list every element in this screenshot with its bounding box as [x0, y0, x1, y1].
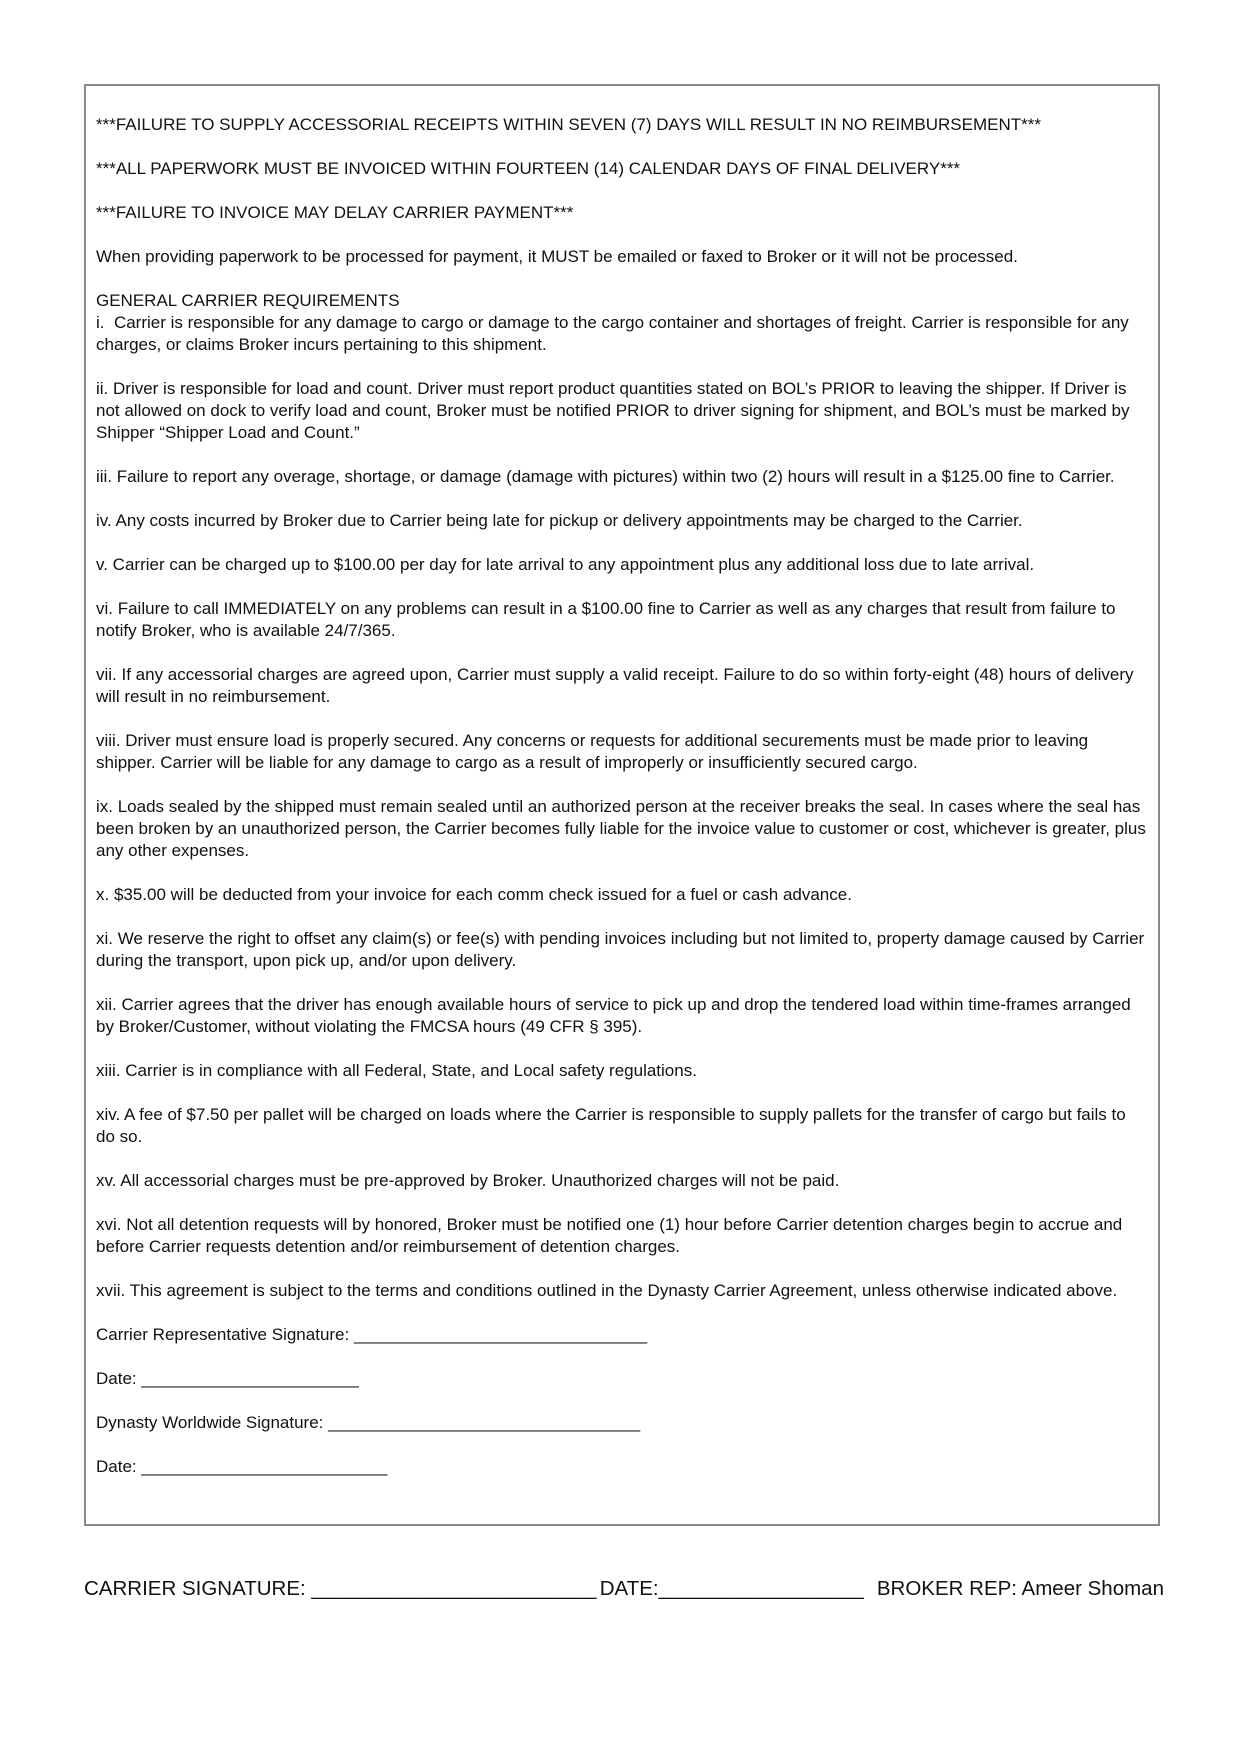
carrier-date-field[interactable]: Date: _______________________ — [96, 1369, 359, 1388]
requirements-heading: GENERAL CARRIER REQUIREMENTS — [96, 291, 400, 310]
requirement-item: xi. We reserve the right to offset any claim(s) or fee(s) with pending invoices including but not limited to, property damage caused by Carrier during the transport, upon pick up, and/or upon delivery. — [96, 929, 1149, 970]
footer-broker-rep: BROKER REP: Ameer Shoman — [876, 1577, 1164, 1600]
footer-carrier-signature-field[interactable]: CARRIER SIGNATURE: _________________________ — [84, 1577, 597, 1600]
requirement-item: vii. If any accessorial charges are agreed upon, Carrier must supply a valid receipt. Failure to do so within forty-eight (48) hours of delivery will result in no reimbursement. — [96, 665, 1139, 706]
requirement-item: viii. Driver must ensure load is properly secured. Any concerns or requests for additional securements must be made prior to leaving shipper. Carrier will be liable for any damage to cargo as a result of improperly or insufficiently secured cargo. — [96, 731, 1093, 772]
requirement-item: vi. Failure to call IMMEDIATELY on any problems can result in a $100.00 fine to Carrier as well as any charges that result from failure to notify Broker, who is available 24/7/365. — [96, 599, 1121, 640]
terms-box — [84, 84, 1160, 1526]
requirement-item: xv. All accessorial charges must be pre-approved by Broker. Unauthorized charges will not be paid. — [96, 1171, 840, 1190]
requirement-item: iii. Failure to report any overage, shortage, or damage (damage with pictures) within two (2) hours will result in a $125.00 fine to Carrier. — [96, 467, 1115, 486]
dynasty-date-field[interactable]: Date: __________________________ — [96, 1457, 388, 1476]
footer-date-field[interactable]: DATE:__________________ — [599, 1577, 864, 1600]
submission-note: When providing paperwork to be processed for payment, it MUST be emailed or faxed to Broker or it will not be processed. — [96, 247, 1018, 266]
carrier-rep-signature-field[interactable]: Carrier Representative Signature: _______________________________ — [96, 1325, 648, 1344]
requirement-item: i. Carrier is responsible for any damage to cargo or damage to the cargo container and shortages of freight. Carrier is responsible for any charges, or claims Broker incurs pertaining to this shipment. — [96, 313, 1134, 354]
notice-receipts: ***FAILURE TO SUPPLY ACCESSORIAL RECEIPTS WITHIN SEVEN (7) DAYS WILL RESULT IN NO REIMBURSEMENT*** — [96, 115, 1041, 134]
requirement-item: xiv. A fee of $7.50 per pallet will be charged on loads where the Carrier is responsible to supply pallets for the transfer of cargo but fails to do so. — [96, 1105, 1131, 1146]
requirement-item: ix. Loads sealed by the shipped must remain sealed until an authorized person at the receiver breaks the seal. In cases where the seal has been broken by an unauthorized person, the Carrier becomes fully liable for the invoice value to customer or cost, whichever is greater, plus any other expenses. — [96, 797, 1151, 860]
requirement-item: iv. Any costs incurred by Broker due to Carrier being late for pickup or delivery appointments may be charged to the Carrier. — [96, 511, 1023, 530]
footer-signature-line — [84, 1576, 1164, 1602]
requirement-item: xii. Carrier agrees that the driver has enough available hours of service to pick up and drop the tendered load within time-frames arranged by Broker/Customer, without violating the FMCSA hours (49 CFR § 395). — [96, 995, 1136, 1036]
requirement-item: xvi. Not all detention requests will by honored, Broker must be notified one (1) hour before Carrier detention charges begin to accrue and before Carrier requests detention and/or reimbursement of detention charges. — [96, 1215, 1127, 1256]
requirement-item: x. $35.00 will be deducted from your invoice for each comm check issued for a fuel or cash advance. — [96, 885, 852, 904]
requirement-item: v. Carrier can be charged up to $100.00 per day for late arrival to any appointment plus any additional loss due to late arrival. — [96, 555, 1035, 574]
notice-payment-delay: ***FAILURE TO INVOICE MAY DELAY CARRIER PAYMENT*** — [96, 203, 574, 222]
requirement-item: xvii. This agreement is subject to the terms and conditions outlined in the Dynasty Carrier Agreement, unless otherwise indicated above. — [96, 1281, 1118, 1300]
notice-invoicing-deadline: ***ALL PAPERWORK MUST BE INVOICED WITHIN FOURTEEN (14) CALENDAR DAYS OF FINAL DELIVERY*** — [96, 159, 961, 178]
requirement-item: ii. Driver is responsible for load and count. Driver must report product quantities stated on BOL’s PRIOR to leaving the shipper. If Driver is not allowed on dock to verify load and count, Broker must be notified PRIOR to driver signing for shipment, and BOL’s must be marked by Shipper “Shipper Load and Count.” — [96, 379, 1135, 442]
dynasty-signature-field[interactable]: Dynasty Worldwide Signature: _________________________________ — [96, 1413, 641, 1432]
requirement-item: xiii. Carrier is in compliance with all Federal, State, and Local safety regulations. — [96, 1061, 697, 1080]
